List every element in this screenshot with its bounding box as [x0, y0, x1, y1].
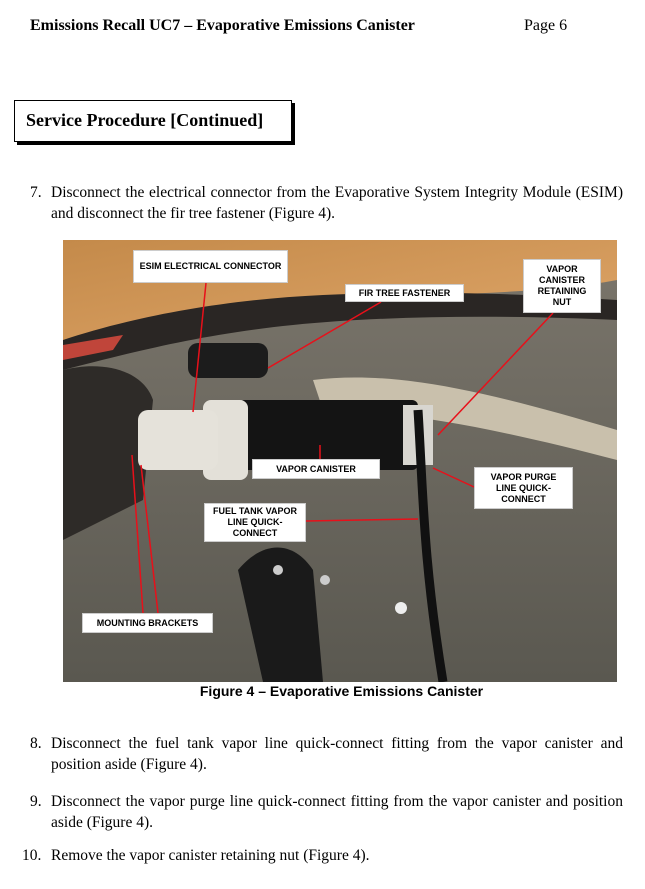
step-text: Disconnect the electrical connector from the Evaporative System Integrity Module (ESIM) and disconnect the fir tree fastener (Figure 4).: [51, 184, 623, 222]
step-number: 8.: [30, 735, 42, 752]
document-header-title: Emissions Recall UC7 – Evaporative Emissions Canister: [30, 17, 415, 34]
step-number: 7.: [30, 184, 42, 201]
page-number: Page 6: [524, 17, 568, 34]
label-fuel-tank-vapor-line: FUEL TANK VAPOR LINE QUICK-CONNECT: [204, 503, 306, 542]
figure-4-photo: [63, 240, 617, 682]
step-text: Disconnect the fuel tank vapor line quick-connect fitting from the vapor canister and position aside (Figure 4).: [51, 735, 623, 773]
section-title: Service Procedure [Continued]: [14, 100, 292, 142]
label-fir-tree-fastener: FIR TREE FASTENER: [345, 284, 464, 302]
label-mounting-brackets: MOUNTING BRACKETS: [82, 613, 213, 633]
label-vapor-purge-line: VAPOR PURGE LINE QUICK-CONNECT: [474, 467, 573, 509]
label-vapor-canister: VAPOR CANISTER: [252, 459, 380, 479]
step-text: Remove the vapor canister retaining nut (Figure 4).: [51, 847, 370, 864]
label-esim-connector: ESIM ELECTRICAL CONNECTOR: [133, 250, 288, 283]
step-number: 9.: [30, 793, 42, 810]
step-text: Disconnect the vapor purge line quick-connect fitting from the vapor canister and position aside (Figure 4).: [51, 793, 623, 831]
step-number: 10.: [22, 847, 42, 864]
figure-caption: Figure 4 – Evaporative Emissions Canister: [199, 683, 484, 699]
label-retaining-nut: VAPOR CANISTER RETAINING NUT: [523, 259, 601, 313]
